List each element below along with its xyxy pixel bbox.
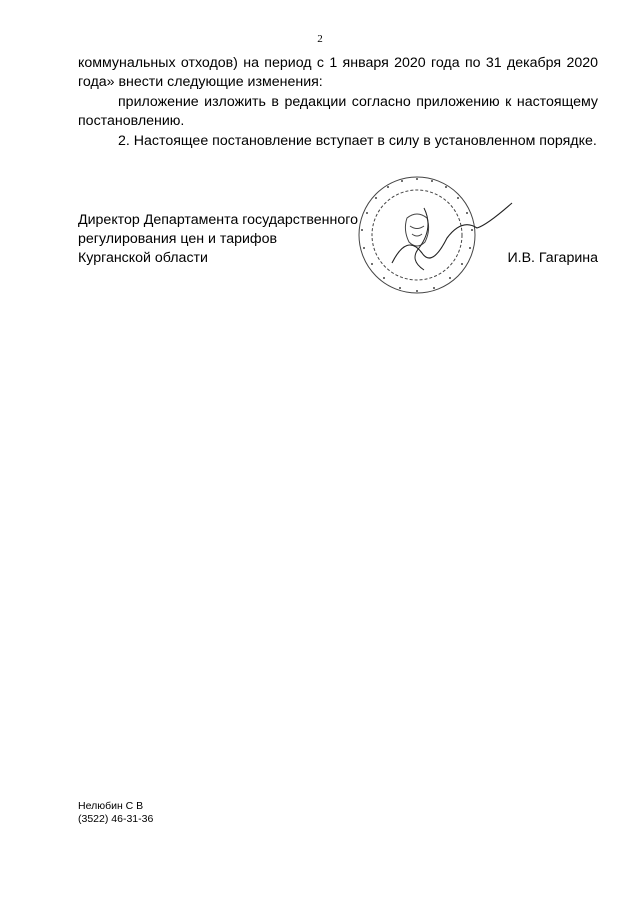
signature-stroke [392, 203, 512, 263]
paragraph-effective: 2. Настоящее постановление вступает в силу в установленном порядке. [118, 132, 597, 149]
executor-info [78, 800, 153, 826]
page-number: 2 [317, 33, 323, 45]
document-body [78, 54, 598, 151]
seal-emblem-icon [405, 214, 428, 246]
position-line: регулирования цен и тарифов [78, 231, 278, 247]
seal-inner-ring [372, 190, 462, 280]
seal-outer-ring [359, 177, 475, 293]
signatory-name: И.В. Гагарина [507, 250, 598, 266]
position-line: Директор Департамента государственного [78, 212, 358, 228]
paragraph-appendix: приложение изложить в редакции согласно приложению к настоящему постановлению. [78, 93, 598, 130]
signatory-position [78, 211, 358, 268]
executor-phone: (3522) 46-31-36 [78, 813, 154, 825]
official-seal-with-signature [352, 168, 522, 303]
position-line: Курганской области [78, 250, 208, 266]
paragraph-continuation: коммунальных отходов) на период с 1 января 2020 года по 31 декабря 2020 года» внести следующие изменения: [78, 55, 598, 91]
executor-name: Нелюбин С В [78, 800, 144, 812]
